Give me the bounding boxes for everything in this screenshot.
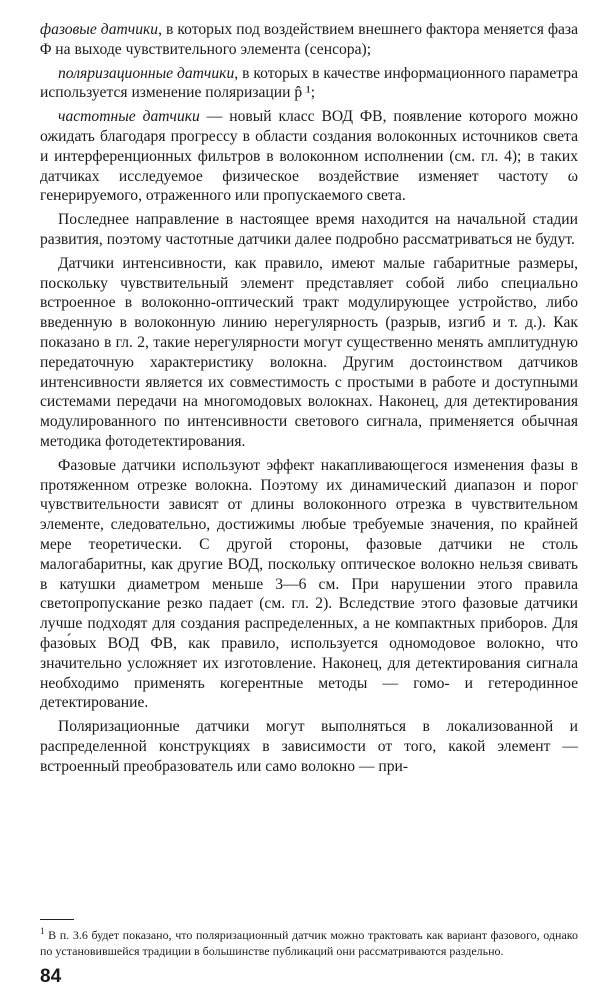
- paragraph-last-direction: [40, 210, 578, 250]
- paragraph-text: , в которых под воздействием внешнего фактора меняется фаза Φ на выходе чувствительного элемента (сенсора);: [40, 21, 579, 58]
- page-number: 84: [40, 966, 62, 987]
- body-text: [40, 20, 578, 776]
- footnote-text: В п. 3.6 будет показано, что поляризационный датчик можно трактовать как вариант фазового, однако по установившейся традиции в большинстве публикаций они рассматриваются раздельно.: [40, 928, 578, 958]
- footnote-mark: 1: [40, 926, 45, 936]
- term-polarization-sensors: поляризационные датчики: [58, 64, 235, 82]
- footnote-divider: [40, 919, 74, 920]
- footnote: [40, 923, 578, 959]
- paragraph-frequency-sensors-item: [40, 107, 578, 206]
- paragraph-text: Поляризационные датчики могут выполняться в локализованной и распределенной конструкциях в зависимости от того, какой элемент — встроенный преобразователь или само волокно — при-: [40, 718, 578, 775]
- paragraph-phase-sensors: [40, 456, 578, 713]
- paragraph-polarization-sensors-item: [40, 64, 578, 104]
- paragraph-text: Фазовые датчики используют эффект накапливающегося изменения фазы в протяженном отрезке волокна. Поэтому их динамический диапазон и порог чувствительности зависят от длины волоконного отрезка в чувствительном элементе, следовательно, достижимы любые требуемые значения, по крайней мере теоретически. С другой стороны, фазовые датчики не столь малогабаритны, как другие ВОД, поскольку оптическое волокно нельзя свивать в катушки диаметром меньше 3—6 см. При нарушении этого правила светопропускание резко падает (см. гл. 2). Вследствие этого фазовые датчики лучше подходят для создания распределенных, а не компактных приборов. Для фазо́вых ВОД ФВ, как правило, используется одномодовое волокно, что значительно усложняет их изготовление. Наконец, для детектирования сигнала необходимо применять когерентные методы — гомо- и гетеродинное детектирование.: [40, 456, 578, 712]
- term-frequency-sensors: частотные датчики: [58, 108, 200, 126]
- paragraph-polarization-sensors: [40, 717, 578, 776]
- paragraph-text: Датчики интенсивности, как правило, имеют малые габаритные размеры, поскольку чувствительный элемент представляет собой либо специально встроенное в волоконно-оптический тракт модулирующее устройство, либо введенную в волоконную линию нерегулярность (разрыв, изгиб и т. д.). Как показано в гл. 2, такие нерегулярности могут существенно менять амплитудную передаточную характеристику волокна. Другим достоинством датчиков интенсивности является их совместимость с простыми в работе и доступными системами передачи на многомодовых волокнах. Наконец, для детектирования модулированного по интенсивности светового сигнала, применяется обычная методика фотодетектирования.: [40, 254, 578, 450]
- paragraph-intensity-sensors: [40, 254, 578, 452]
- paragraph-text: Последнее направление в настоящее время находится на начальной стадии развития, поэтому частотные датчики далее подробно рассматриваться не будут.: [40, 211, 578, 248]
- term-phase-sensors: фазовые датчики: [40, 21, 159, 38]
- paragraph-phase-sensors-item: [40, 20, 578, 60]
- paragraph-text: — новый класс ВОД ФВ, появление которого можно ожидать благодаря прогрессу в области создания волоконных источников света и интерференционных фильтров в волоконном исполнении (см. гл. 4); в таких датчиках исследуемое физическое воздействие изменяет частоту ω генерируемого, отраженного или пропускаемого света.: [40, 108, 578, 205]
- paragraph-text: , в которых в качестве информационного параметра используется изменение поляризации p̂ ¹;: [40, 64, 578, 102]
